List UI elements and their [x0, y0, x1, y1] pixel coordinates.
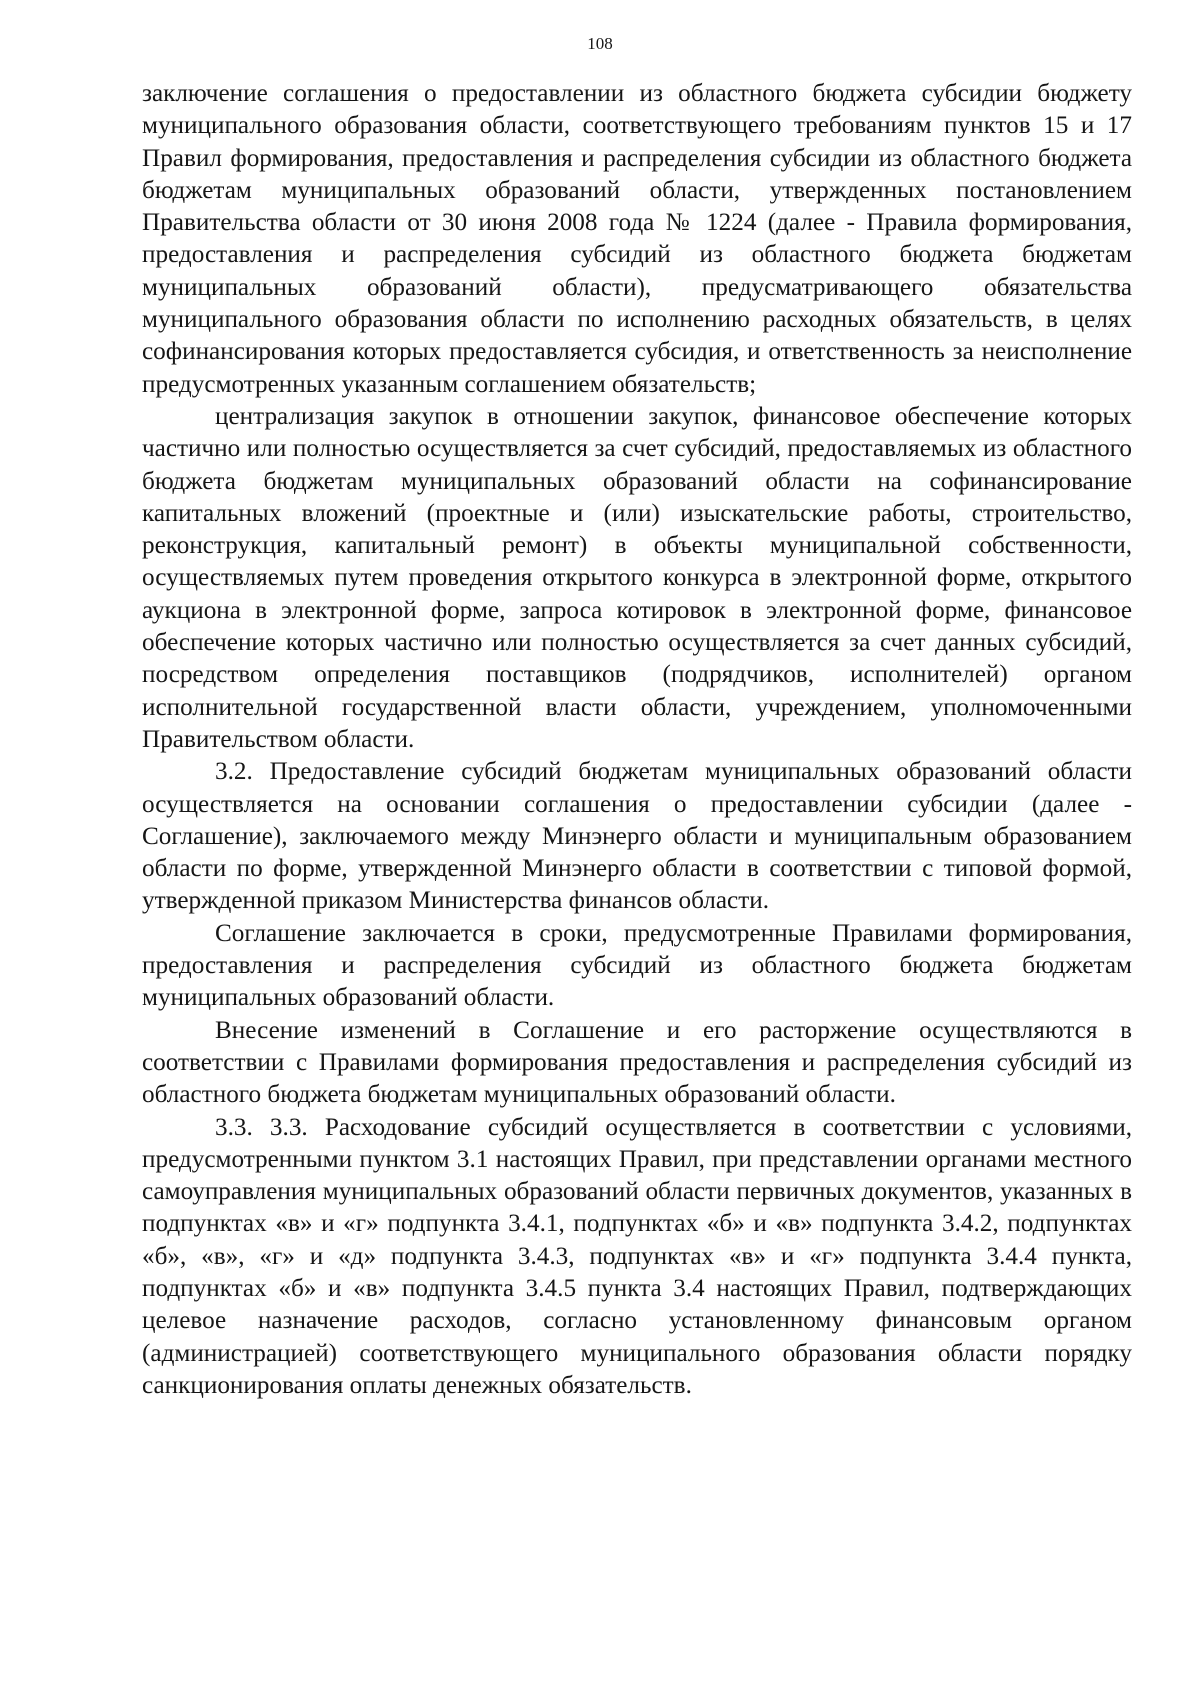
paragraph-agreement-conclusion: заключение соглашения о предоставлении из областного бюджета субсидии бюджету муниципального образования области, соответствующего требованиям пунктов 15 и 17 Правил формирования, предоставления и распределения субсидии из областного бюджета бюджетам муниципальных образований области, утвержденных постановлением Правительства области от 30 июня 2008 года № 1224 (далее - Правила формирования, предоставления и распределения субсидий из областного бюджета бюджетам муниципальных образований области), предусматривающего обязательства муниципального образования области по исполнению расходных обязательств, в целях софинансирования которых предоставляется субсидия, и ответственность за неисполнение предусмотренных указанным соглашением обязательств;	[142, 80, 1132, 398]
paragraph-section-3-2: 3.2. Предоставление субсидий бюджетам муниципальных образований области осуществляется на основании соглашения о предоставлении субсидии (далее - Соглашение), заключаемого между Минэнерго области и муниципальным образованием области по форме, утвержденной Минэнерго области в соответствии с типовой формой, утвержденной приказом Министерства финансов области.	[142, 758, 1132, 915]
paragraph-section-3-3: 3.3. 3.3. Расходование субсидий осуществляется в соответствии с условиями, предусмотренными пунктом 3.1 настоящих Правил, при представлении органами местного самоуправления муниципальных образований области первичных документов, указанных в подпунктах «в» и «г» подпункта 3.4.1, подпунктах «б» и «в» подпункта 3.4.2, подпунктах «б», «в», «г» и «д» подпункта 3.4.3, подпунктах «в» и «г» подпункта 3.4.4 пункта, подпунктах «б» и «в» подпункта 3.4.5 пункта 3.4 настоящих Правил, подтверждающих целевое назначение расходов, согласно установленному финансовым органом (администрацией) соответствующего муниципального образования области порядку санкционирования оплаты денежных обязательств.	[142, 1113, 1132, 1399]
document-body	[142, 78, 1132, 1402]
page-number: 108	[587, 34, 613, 53]
paragraph-procurement-centralization: централизация закупок в отношении закупок, финансовое обеспечение которых частично или полностью осуществляется за счет субсидий, предоставляемых из областного бюджета бюджетам муниципальных образований области на софинансирование капитальных вложений (проектные и (или) изыскательские работы, строительство, реконструкция, капитальный ремонт) в объекты муниципальной собственности, осуществляемых путем проведения открытого конкурса в электронной форме, открытого аукциона в электронной форме, запроса котировок в электронной форме, финансовое обеспечение которых частично или полностью осуществляется за счет данных субсидий, посредством определения поставщиков (подрядчиков, исполнителей) органом исполнительной государственной власти области, учреждением, уполномоченными Правительством области.	[142, 402, 1132, 753]
paragraph-agreement-terms: Соглашение заключается в сроки, предусмотренные Правилами формирования, предоставления и распределения субсидий из областного бюджета бюджетам муниципальных образований области.	[142, 919, 1132, 1012]
paragraph-agreement-amendments: Внесение изменений в Соглашение и его расторжение осуществляются в соответствии с Правилами формирования предоставления и распределения субсидий из областного бюджета бюджетам муниципальных образований области.	[142, 1016, 1132, 1109]
